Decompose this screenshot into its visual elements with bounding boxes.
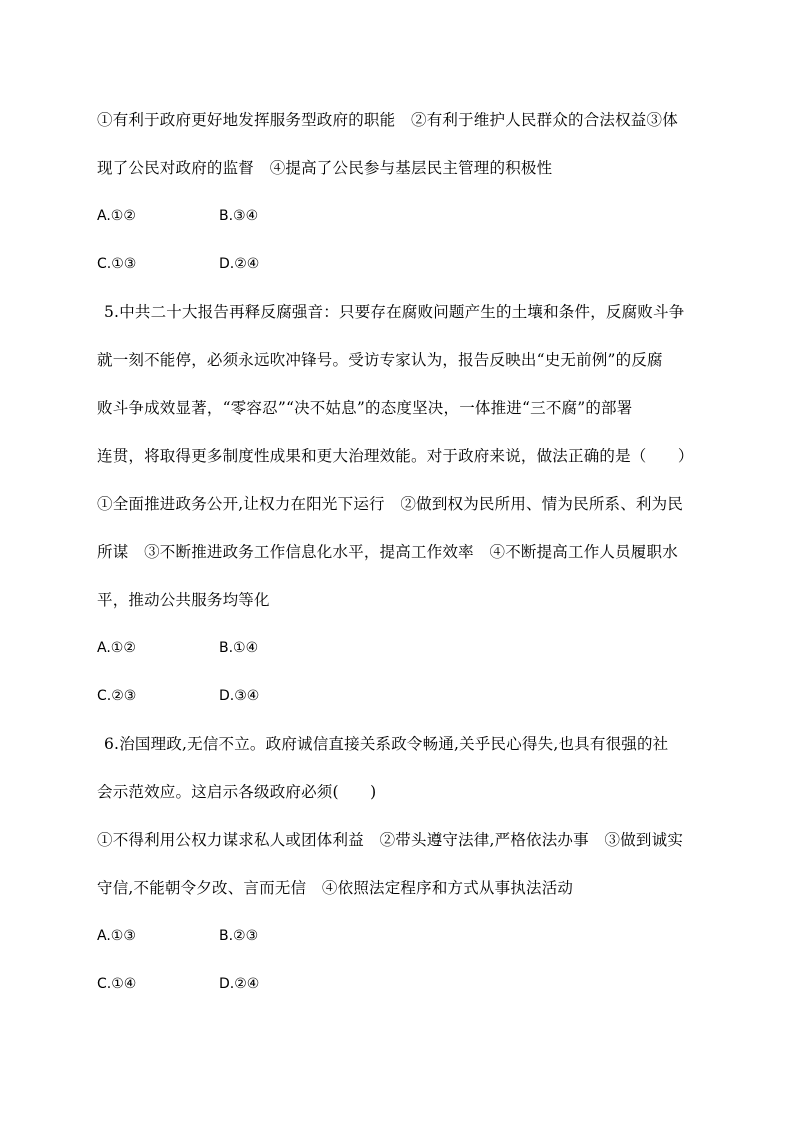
- q4-option-b: B.③④: [219, 208, 259, 224]
- q6-option-c: C.①④: [97, 976, 137, 992]
- q4-statement-line-1: ①有利于政府更好地发挥服务型政府的职能 ②有利于维护人民群众的合法权益③体: [97, 111, 678, 129]
- q4-option-d: D.②④: [219, 256, 260, 272]
- q6-statement-line-1: ①不得利用公权力谋求私人或团体利益 ②带头遵守法律,严格依法办事 ③做到诚实: [97, 831, 684, 849]
- q4-statement-line-2: 现了公民对政府的监督 ④提高了公民参与基层民主管理的积极性: [97, 159, 553, 177]
- q6-stem-line-1: 6.治国理政,无信不立。政府诚信直接关系政令畅通,关乎民心得失,也具有很强的社: [104, 735, 669, 753]
- q4-option-a: A.①②: [97, 208, 136, 224]
- q6-statement-line-2: 守信,不能朝令夕改、言而无信 ④依照法定程序和方式从事执法活动: [97, 879, 574, 897]
- q5-option-c: C.②③: [97, 688, 137, 704]
- q5-statement-line-3: 平，推动公共服务均等化: [97, 591, 270, 609]
- q5-stem-line-1: 5.中共二十大报告再释反腐强音：只要存在腐败问题产生的土壤和条件，反腐败斗争: [104, 303, 685, 321]
- q5-statement-line-1: ①全面推进政务公开,让权力在阳光下运行 ②做到权为民所用、情为民所系、利为民: [97, 495, 684, 513]
- q6-stem-line-2: 会示范效应。这启示各级政府必须( ): [97, 783, 377, 801]
- q6-option-b: B.②③: [219, 928, 259, 944]
- q5-stem-line-3: 败斗争成效显著，“零容忍”“决不姑息”的态度坚决，一体推进“三不腐”的部署: [97, 399, 633, 417]
- q5-option-d: D.③④: [219, 688, 260, 704]
- q6-option-d: D.②④: [219, 976, 260, 992]
- q5-statement-line-2: 所谋 ③不断推进政务工作信息化水平，提高工作效率 ④不断提高工作人员履职水: [97, 543, 678, 561]
- q5-stem-line-4: 连贯，将取得更多制度性成果和更大治理效能。对于政府来说，做法正确的是（ ）: [97, 447, 694, 465]
- q5-option-b: B.①④: [219, 640, 259, 656]
- q6-option-a: A.①③: [97, 928, 136, 944]
- q5-option-a: A.①②: [97, 640, 136, 656]
- q4-option-c: C.①③: [97, 256, 137, 272]
- q5-stem-line-2: 就一刻不能停，必须永远吹冲锋号。受访专家认为，报告反映出“史无前例”的反腐: [97, 351, 663, 369]
